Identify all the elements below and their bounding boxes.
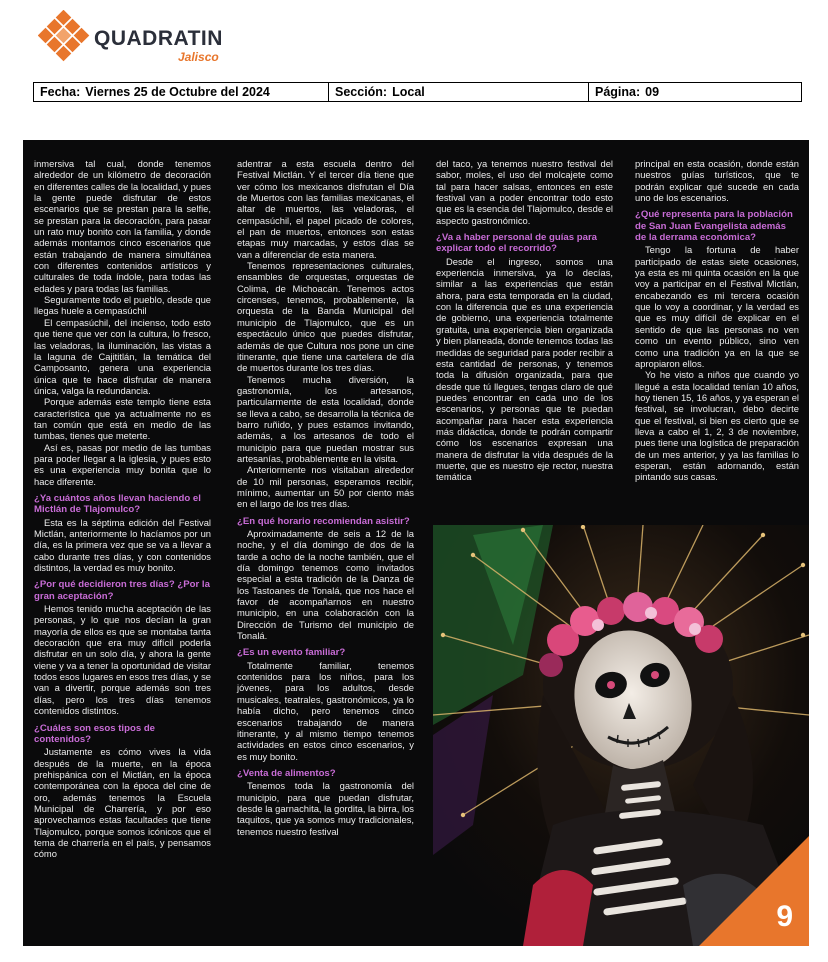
interview-question: ¿Qué representa para la población de San Juan Evangelista además de la derrama económica?	[635, 209, 793, 244]
magazine-page-number: 9	[776, 900, 793, 933]
date-value: Viernes 25 de Octubre del 2024	[85, 85, 270, 99]
date-cell	[34, 83, 329, 101]
article-paragraph: Hemos tenido mucha aceptación de las personas, y lo que nos decían la gran mayoría de ellos es que se montaba tanta decoración que era muy difícil poderla disfrutar en un solo día, y ahora la gente viene y va a tener la oportunidad de visitar todos esos lugares en esos tres días, y se van a divertir, porque además son tres días, pero los tres días tenemos contenidos distintos.	[34, 603, 211, 717]
quadratin-logo	[38, 10, 238, 66]
article-paragraph: Así es, pasas por medio de las tumbas para poder llegar a la iglesia, y pues esto es una experiencia muy bonita que lo hace diferente.	[34, 441, 211, 487]
article-paragraph: Justamente es cómo vives la vida después de la muerte, en la época prehispánica con el Mictlán, en la época contemporánea con la época del cine de oro, además tenemos la Escuela Municipal de Charrería, y por eso aprovechamos estas facultades que tiene Tlajomulco, porque somos icónicos que el tema de charrería en el país, y pensamos cómo	[34, 746, 211, 860]
page-value: 09	[645, 85, 660, 99]
article-paragraph: principal en esta ocasión, donde están nuestros guías turísticos, que te podrán explicar qué sucede en cada uno de los escenarios.	[635, 158, 799, 204]
article-paragraph: Totalmente familiar, tenemos contenidos para los niños, para los jóvenes, para los adultos, desde musicales, teatrales, gastronómicos, ya lo había dicho, pero tenemos cinco escenarios trabajando de manera itinerante, y al mismo tiempo tenemos actividades en estos cinco escenarios, y es muy bonito.	[237, 659, 414, 762]
article-column-3	[436, 158, 613, 483]
article-paragraph: Yo he visto a niños que cuando yo llegué a esta localidad tenían 10 años, hoy tienen 15, 16 años, y ya esperan el festival, se involucran, debo decirte que el festival, si bien es cierto que se lleva a cabo el 1, 2, 3 de noviembre, pues tiene una logística de preparación de un mes anterior, y ya las familias lo esperan, están adornando, están pintando sus casas.	[635, 369, 799, 483]
article-column-2	[237, 158, 414, 837]
interview-question: ¿En qué horario recomiendan asistir?	[237, 515, 410, 527]
interview-question: ¿Venta de alimentos?	[237, 767, 336, 779]
article-paragraph: adentrar a esta escuela dentro del Festival Mictlán. Y el tercer día tiene que ver cómo los mexicanos disfrutan el Día de Muertos con las familias mexicanas, el altar de muertos, las veladoras, el cempasúchil, el papel picado de colores, el pan de muertos, entonces son estas etapas muy marcadas, y estos días se van a diferenciar de esta manera.	[237, 158, 414, 260]
page-label: Página:	[595, 85, 641, 99]
article-paragraph: Tengo la fortuna de haber participado de estas siete ocasiones, ya esta es mi quinta ocasión en la que voy a participar en el Festival Mictlán, encabezando es mi tercera ocasión que lo voy a coordinar, y la verdad es que es muy difícil de explicar en el sentido de que las personas no ven como un evento público, sino ven como una tradición ya en la que se apropiaron ellos.	[635, 244, 799, 369]
article-paragraph: Esta es la séptima edición del Festival Mictlán, anteriormente lo hacíamos por un día, es la primera vez que se va a llevar a cabo durante tres días, y con contenidos distintos, la verdad es muy bonito.	[34, 516, 211, 574]
article-paragraph: Tenemos toda la gastronomía del municipio, para que puedan disfrutar, desde la garnachita, la gordita, la birra, los taquitos, que ya somos muy tradicionales, tenemos nuestro festival	[237, 780, 414, 837]
date-label: Fecha:	[40, 85, 81, 99]
section-cell	[329, 83, 589, 101]
article-paragraph: Seguramente todo el pueblo, desde que llegas huele a cempasúchil	[34, 294, 211, 317]
interview-question: ¿Va a haber personal de guías para explicar todo el recorrido?	[436, 232, 598, 255]
page-cell	[589, 83, 801, 101]
article-paragraph: Porque además este templo tiene esta característica que ya actualmente no es tan común que está en medio de las tumbas, tienes que meterte.	[34, 396, 211, 442]
article-paragraph: Anteriormente nos visitaban alrededor de 10 mil personas, esperamos recibir, mínimo, aumentar un 50 por ciento más en el largo de los tres días.	[237, 464, 414, 510]
article-paragraph: El cempasúchil, del incienso, todo esto que tiene que ver con la cultura, lo fresco, las veladoras, la iluminación, las vistas a la laguna de Cajititlán, la temática del Camposanto, genera una experiencia única que te hace disfrutar de manera única, valga la redundancia.	[34, 316, 211, 396]
article-paragraph: Tenemos mucha diversión, la gastronomía, los artesanos, particularmente de esta localidad, donde se lleva a cabo, se desarrolla la técnica de barro ruñido, y pues estamos invitando, además, a los artesanos de todo el municipio para que puedan mostrar sus artesanías, probablemente en la visita.	[237, 373, 414, 464]
article-column-1	[34, 158, 211, 860]
publication-info-bar	[33, 82, 802, 102]
section-value: Local	[392, 85, 425, 99]
article-column-4	[635, 158, 799, 483]
article-paragraph: Desde el ingreso, somos una experiencia inmersiva, ya lo decías, similar a las experiencias que están ahora, para esta temporada en la ciudad, con la diferencia que es una experiencia de gobierno, una experiencia totalmente gratuita, una experiencia bien organizada y bien planeada, donde tenemos todas las medidas de seguridad para poder recibir a esta cantidad de personas, y tenemos toda la difusión organizada, para que desde que tú llegues, tengas claro de qué puedes encontrar en cada uno de los escenarios, y personas que te puedan acompañar para hacer esta experiencia más didáctica, donde te podrán compartir cómo los escenarios expresan una manera de disfrutar la vida después de la muerte, que es nuestro eje rector, nuestra temática	[436, 255, 613, 483]
article-paragraph: Tenemos representaciones culturales, ensambles de orquestas, orquestas de Colima, de Michoacán. Tenemos actos circenses, tenemos, probablemente, la orquesta de la Banda Municipal del municipio de Tlajomulco, que es un espectáculo único que puedes disfrutar, además de que Cultura nos pone un cine itinerante, que tiene una cartelera de día de muertos durante los tres días.	[237, 260, 414, 374]
magazine-page	[23, 140, 809, 946]
article-paragraph: inmersiva tal cual, donde tenemos alrededor de un kilómetro de decoración en diferentes calles de la localidad, y pues la gente puede disfrutar de estos escenarios que se prestan para la selfie, se prestan para la decoración, para pasar un rato muy bonito con la familia, y donde además montamos cinco escenarios que están trabajando de manera simultánea con diferentes contenidos artísticos y culturales de toda índole, para todas las edades y para todas las familias.	[34, 158, 211, 294]
article-paragraph: Aproximadamente de seis a 12 de la noche, y el día domingo de dos de la tarde a ocho de la noche también, que el día domingo tenemos como invitados especial a esta tradición de la Danza de los Tastoanes de Tonalá, que nos hace el favor de acompañarnos en nuestro municipio, en una colaboración con la Dirección de Turismo del municipio de Tonalá.	[237, 528, 414, 642]
brand-name: QUADRATIN	[94, 27, 223, 50]
brand-subtitle: Jalisco	[178, 50, 219, 64]
interview-question: ¿Por qué decidieron tres días? ¿Por la gran aceptación?	[34, 579, 210, 602]
section-label: Sección:	[335, 85, 388, 99]
logo-diamond-icon	[38, 10, 90, 62]
interview-question: ¿Es un evento familiar?	[237, 647, 346, 659]
article-paragraph: del taco, ya tenemos nuestro festival del sabor, moles, el uso del molcajete como tal para hacer salsas, entonces en este festival van a poder encontrar todo esto que es la esencia del Tlajomulco, desde el aspecto gastronómico.	[436, 158, 613, 226]
interview-question: ¿Cuáles son esos tipos de contenidos?	[34, 722, 156, 745]
interview-question: ¿Ya cuántos años llevan haciendo el Mictlán de Tlajomulco?	[34, 492, 201, 516]
